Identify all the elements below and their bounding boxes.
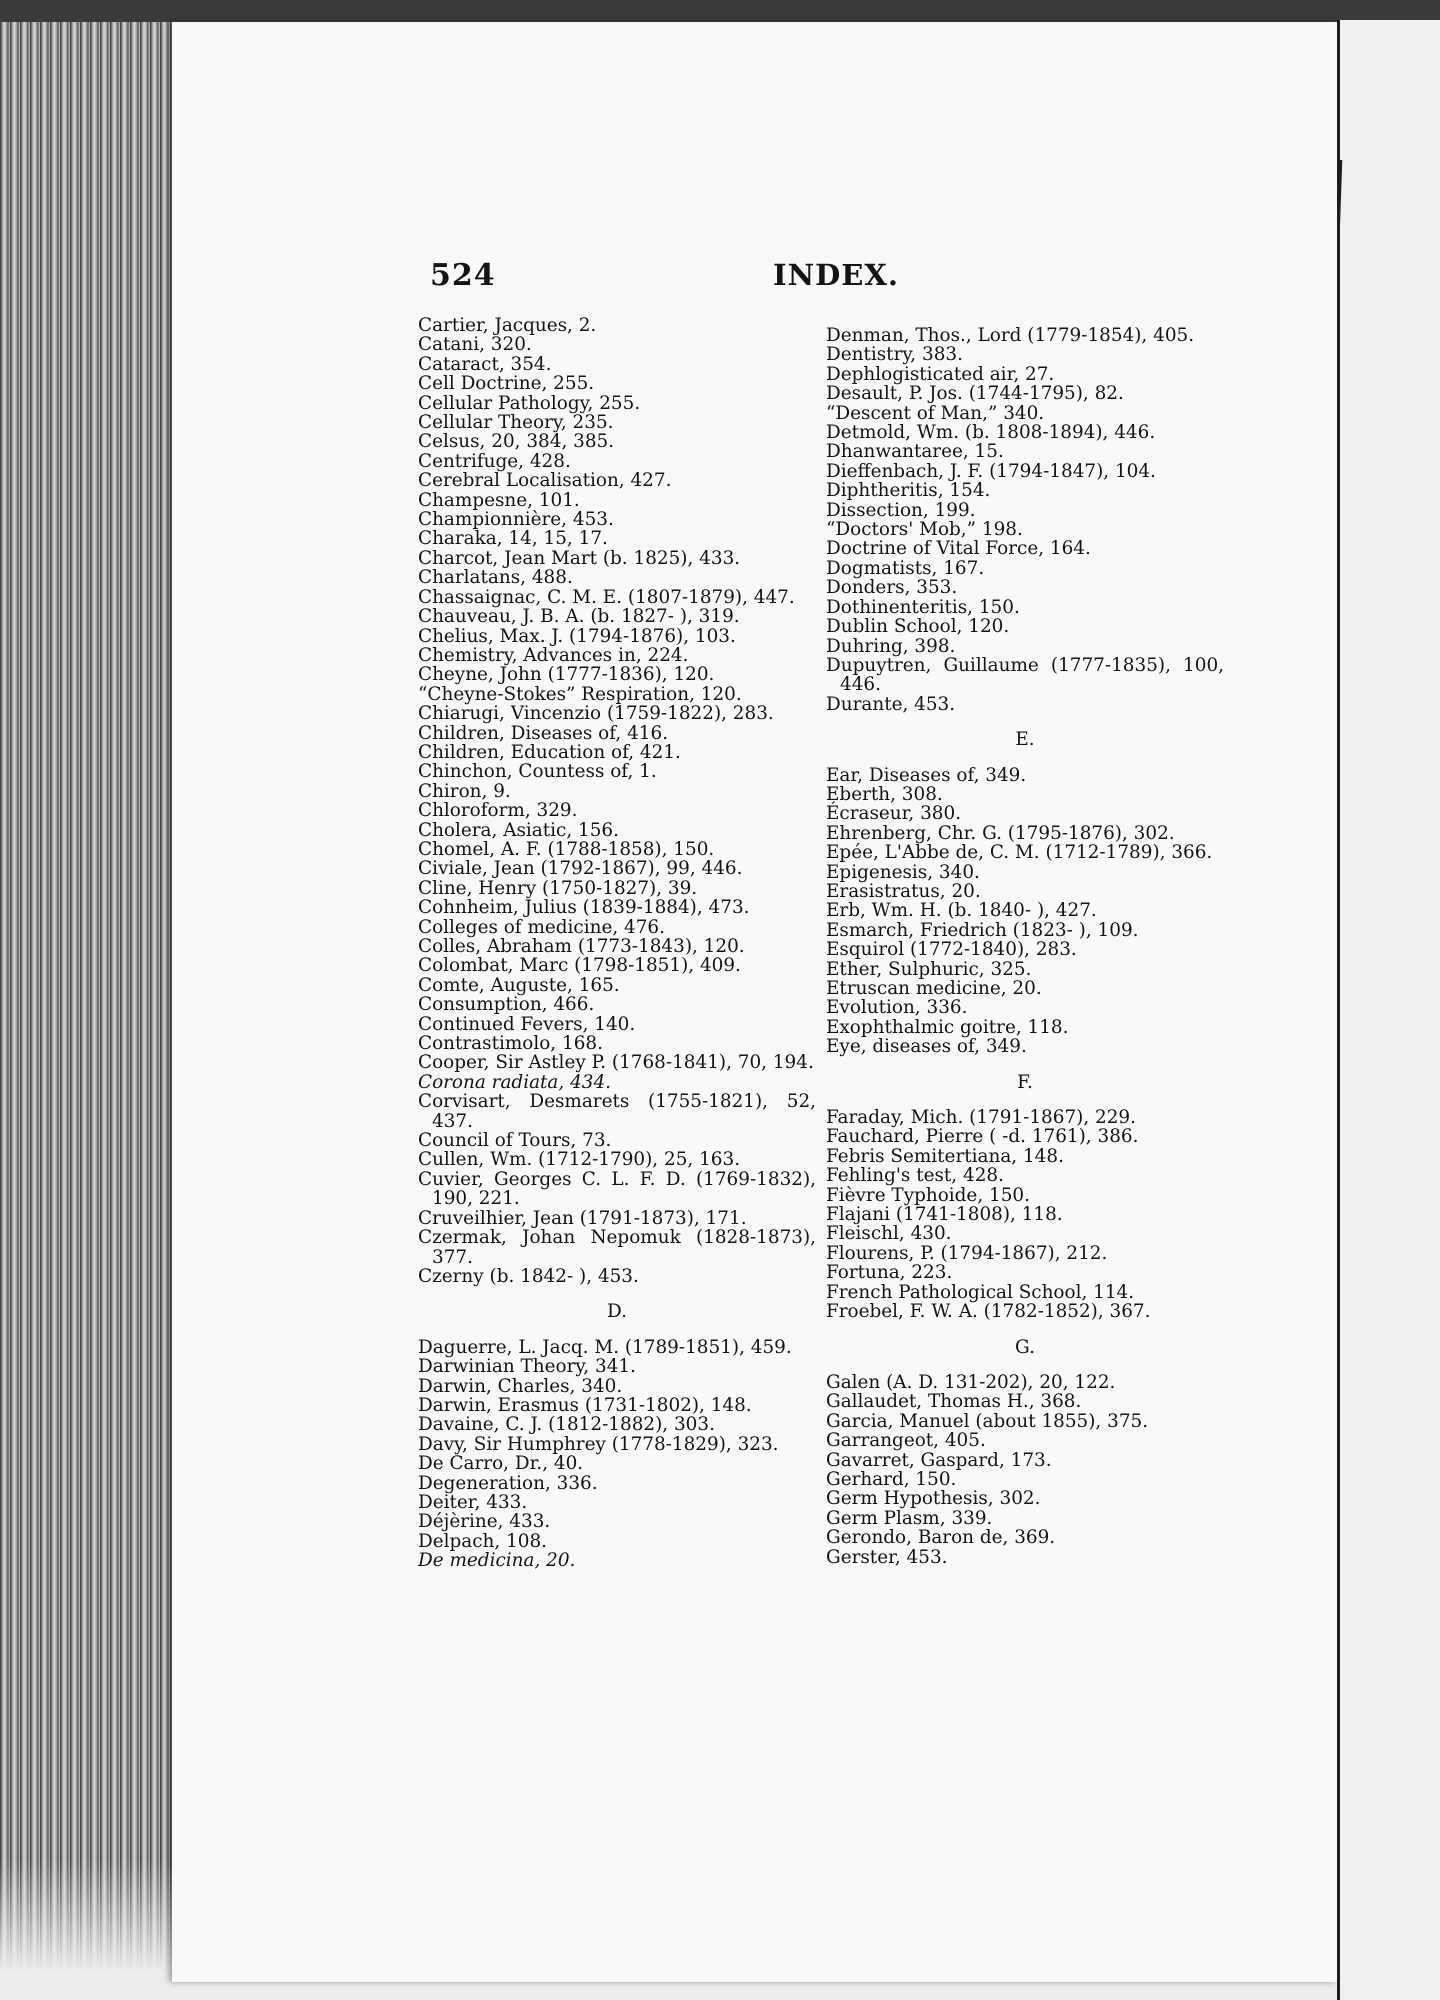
index-entry: Donders, 353. [826, 577, 958, 599]
index-entry: Celsus, 20, 384, 385. [418, 431, 615, 453]
section-letter: G. [1015, 1336, 1035, 1358]
index-entry: Erb, Wm. H. (b. 1840- ), 427. [826, 900, 1097, 922]
index-entry: Froebel, F. W. A. (1782-1852), 367. [826, 1301, 1151, 1323]
index-entry: Duhring, 398. [826, 635, 956, 657]
index-entry: Ear, Diseases of, 349. [826, 764, 1027, 786]
running-head [430, 258, 900, 298]
index-entry: Cell Doctrine, 255. [418, 373, 595, 395]
index-entry: Charcot, Jean Mart (b. 1825), 433. [418, 547, 741, 569]
index-entry: Cuvier, Georges C. L. F. D. (1769-1832), 190, 221. [418, 1168, 816, 1210]
index-entry: Dogmatists, 167. [826, 557, 985, 579]
index-entry: Esmarch, Friedrich (1823- ), 109. [826, 919, 1139, 941]
index-entry: Dupuytren, Guillaume (1777-1835), 100, 446. [826, 654, 1224, 696]
index-entry: Cruveilhier, Jean (1791-1873), 171. [418, 1207, 747, 1229]
facing-page-edge [1337, 20, 1440, 2000]
index-entry: Chomel, A. F. (1788-1858), 150. [418, 838, 715, 860]
index-entry: Corona radiata, 434. [418, 1071, 612, 1093]
index-entry: Etruscan medicine, 20. [826, 978, 1042, 999]
running-title: INDEX. [773, 258, 899, 292]
index-entry: Degeneration, 336. [418, 1472, 598, 1494]
index-entry: Chinchon, Countess of, 1. [418, 761, 657, 783]
index-entry: Darwinian Theory, 341. [418, 1356, 636, 1378]
index-entry: Fehling's test, 428. [826, 1165, 1004, 1187]
index-column-right [826, 326, 1224, 1567]
index-entry: Dissection, 199. [826, 499, 976, 521]
index-entry: Febris Semitertiana, 148. [826, 1145, 1064, 1167]
index-entry: Darwin, Charles, 340. [418, 1375, 623, 1397]
index-list-left [418, 316, 816, 1571]
index-entry: Chassaignac, C. M. E. (1807-1879), 447. [418, 586, 795, 608]
index-entry: Ehrenberg, Chr. G. (1795-1876), 302. [826, 822, 1175, 844]
index-entry: Daguerre, L. Jacq. M. (1789-1851), 459. [418, 1336, 792, 1358]
index-entry: Ether, Sulphuric, 325. [826, 958, 1032, 980]
index-entry: Corvisart, Desmarets (1755-1821), 52, 437. [418, 1091, 816, 1132]
index-entry: Championnière, 453. [418, 509, 614, 531]
index-entry: Cellular Theory, 235. [418, 412, 614, 434]
index-entry: Comte, Auguste, 165. [418, 974, 620, 996]
index-entry: Fauchard, Pierre ( -d. 1761), 386. [826, 1126, 1139, 1148]
index-entry: “Descent of Man,” 340. [826, 402, 1045, 424]
index-entry: Fortuna, 223. [826, 1262, 953, 1284]
index-entry: Cheyne, John (1777-1836), 120. [418, 664, 715, 686]
index-entry: Germ Plasm, 339. [826, 1507, 993, 1529]
index-entry: Epigenesis, 340. [826, 861, 980, 883]
index-entry: Czerny (b. 1842- ), 453. [418, 1265, 639, 1287]
index-entry: Gerster, 453. [826, 1546, 948, 1568]
index-entry: Gallaudet, Thomas H., 368. [826, 1391, 1082, 1413]
index-entry: Champesne, 101. [418, 489, 580, 511]
index-entry: Charlatans, 488. [418, 567, 573, 589]
index-entry: Chemistry, Advances in, 224. [418, 644, 689, 666]
section-letter: D. [607, 1301, 627, 1323]
index-entry: Delpach, 108. [418, 1530, 548, 1552]
index-entry: Continued Fevers, 140. [418, 1013, 636, 1035]
index-entry: Consumption, 466. [418, 994, 595, 1016]
index-entry: Cooper, Sir Astley P. (1768-1841), 70, 194. [418, 1052, 814, 1074]
index-entry: Epée, L'Abbe de, C. M. (1712-1789), 366. [826, 842, 1213, 864]
index-entry: Denman, Thos., Lord (1779-1854), 405. [826, 325, 1195, 346]
index-entry: French Pathological School, 114. [826, 1281, 1135, 1303]
index-entry: Colleges of medicine, 476. [418, 916, 665, 938]
index-entry: Cartier, Jacques, 2. [418, 315, 597, 336]
index-entry: Evolution, 336. [826, 997, 968, 1019]
index-list-right [826, 326, 1224, 1567]
index-entry: “Cheyne-Stokes” Respiration, 120. [418, 683, 742, 705]
index-entry: Colombat, Marc (1798-1851), 409. [418, 955, 741, 977]
index-entry: Civiale, Jean (1792-1867), 99, 446. [418, 858, 743, 880]
index-entry: Germ Hypothesis, 302. [826, 1488, 1041, 1510]
index-entry: Centrifuge, 428. [418, 450, 571, 472]
index-entry: Children, Diseases of, 416. [418, 722, 669, 744]
index-entry: Colles, Abraham (1773-1843), 120. [418, 936, 745, 957]
index-entry: Cataract, 354. [418, 353, 552, 375]
index-entry: Deiter, 433. [418, 1491, 528, 1513]
index-entry: Cholera, Asiatic, 156. [418, 819, 619, 841]
index-entry: Garrangeot, 405. [826, 1430, 986, 1452]
index-entry: Flajani (1741-1808), 118. [826, 1204, 1063, 1226]
index-entry: Fleischl, 430. [826, 1223, 952, 1245]
index-entry: Chiron, 9. [418, 780, 511, 802]
index-entry: Children, Education of, 421. [418, 741, 681, 763]
index-entry: Darwin, Erasmus (1731-1802), 148. [418, 1394, 752, 1416]
index-entry: Cerebral Localisation, 427. [418, 470, 672, 492]
index-entry: Council of Tours, 73. [418, 1130, 612, 1152]
index-entry: Eye, diseases of, 349. [826, 1036, 1027, 1058]
index-entry: De medicina, 20. [418, 1550, 576, 1572]
index-entry: Exophthalmic goitre, 118. [826, 1016, 1069, 1038]
index-entry: Doctrine of Vital Force, 164. [826, 538, 1091, 560]
index-entry: Garcia, Manuel (about 1855), 375. [826, 1410, 1149, 1432]
index-entry: “Doctors' Mob,” 198. [826, 519, 1023, 541]
index-entry: Déjèrine, 433. [418, 1511, 551, 1533]
index-entry: Dhanwantaree, 15. [826, 441, 1004, 463]
index-entry: Detmold, Wm. (b. 1808-1894), 446. [826, 422, 1156, 444]
scan-top-border [0, 0, 1440, 22]
index-entry: Diphtheritis, 154. [826, 480, 991, 502]
index-entry: Czermak, Johan Nepomuk (1828-1873), 377. [418, 1227, 816, 1268]
index-entry: Flourens, P. (1794-1867), 212. [826, 1242, 1108, 1264]
index-entry: Fièvre Typhoide, 150. [826, 1184, 1030, 1206]
index-entry: Contrastimolo, 168. [418, 1033, 603, 1055]
index-entry: Gerhard, 150. [826, 1468, 957, 1490]
index-entry: Galen (A. D. 131-202), 20, 122. [826, 1371, 1116, 1393]
index-entry: Dothinenteritis, 150. [826, 596, 1020, 618]
index-entry: Davaine, C. J. (1812-1882), 303. [418, 1414, 715, 1436]
index-entry: Desault, P. Jos. (1744-1795), 82. [826, 383, 1124, 405]
index-entry: Durante, 453. [826, 693, 956, 715]
index-entry: Écraseur, 380. [826, 803, 962, 825]
index-entry: Gavarret, Gaspard, 173. [826, 1449, 1052, 1471]
index-entry: Eberth, 308. [826, 783, 943, 805]
index-entry: Erasistratus, 20. [826, 880, 981, 902]
index-entry: Chauveau, J. B. A. (b. 1827- ), 319. [418, 606, 740, 628]
index-entry: Cellular Pathology, 255. [418, 392, 641, 414]
index-entry: Gerondo, Baron de, 369. [826, 1527, 1056, 1549]
index-entry: Davy, Sir Humphrey (1778-1829), 323. [418, 1433, 779, 1455]
page-number: 524 [430, 258, 496, 293]
section-letter: F. [1017, 1071, 1033, 1093]
index-entry: Faraday, Mich. (1791-1867), 229. [826, 1107, 1136, 1129]
index-entry: Cohnheim, Julius (1839-1884), 473. [418, 897, 750, 919]
index-entry: Chiarugi, Vincenzio (1759-1822), 283. [418, 703, 774, 725]
index-entry: Dentistry, 383. [826, 344, 963, 366]
index-entry: Cline, Henry (1750-1827), 39. [418, 877, 698, 899]
index-entry: Dublin School, 120. [826, 616, 1010, 638]
index-entry: Esquirol (1772-1840), 283. [826, 939, 1077, 961]
index-entry: Dephlogisticated air, 27. [826, 363, 1055, 385]
index-entry: Catani, 320. [418, 334, 532, 356]
section-letter: E. [1015, 729, 1035, 751]
index-entry: De Carro, Dr., 40. [418, 1453, 584, 1475]
index-entry: Dieffenbach, J. F. (1794-1847), 104. [826, 460, 1156, 482]
index-entry: Cullen, Wm. (1712-1790), 25, 163. [418, 1149, 741, 1171]
index-entry: Chloroform, 329. [418, 800, 578, 822]
index-entry: Charaka, 14, 15, 17. [418, 528, 608, 550]
index-column-left [418, 316, 816, 1571]
index-entry: Chelius, Max. J. (1794-1876), 103. [418, 625, 736, 647]
